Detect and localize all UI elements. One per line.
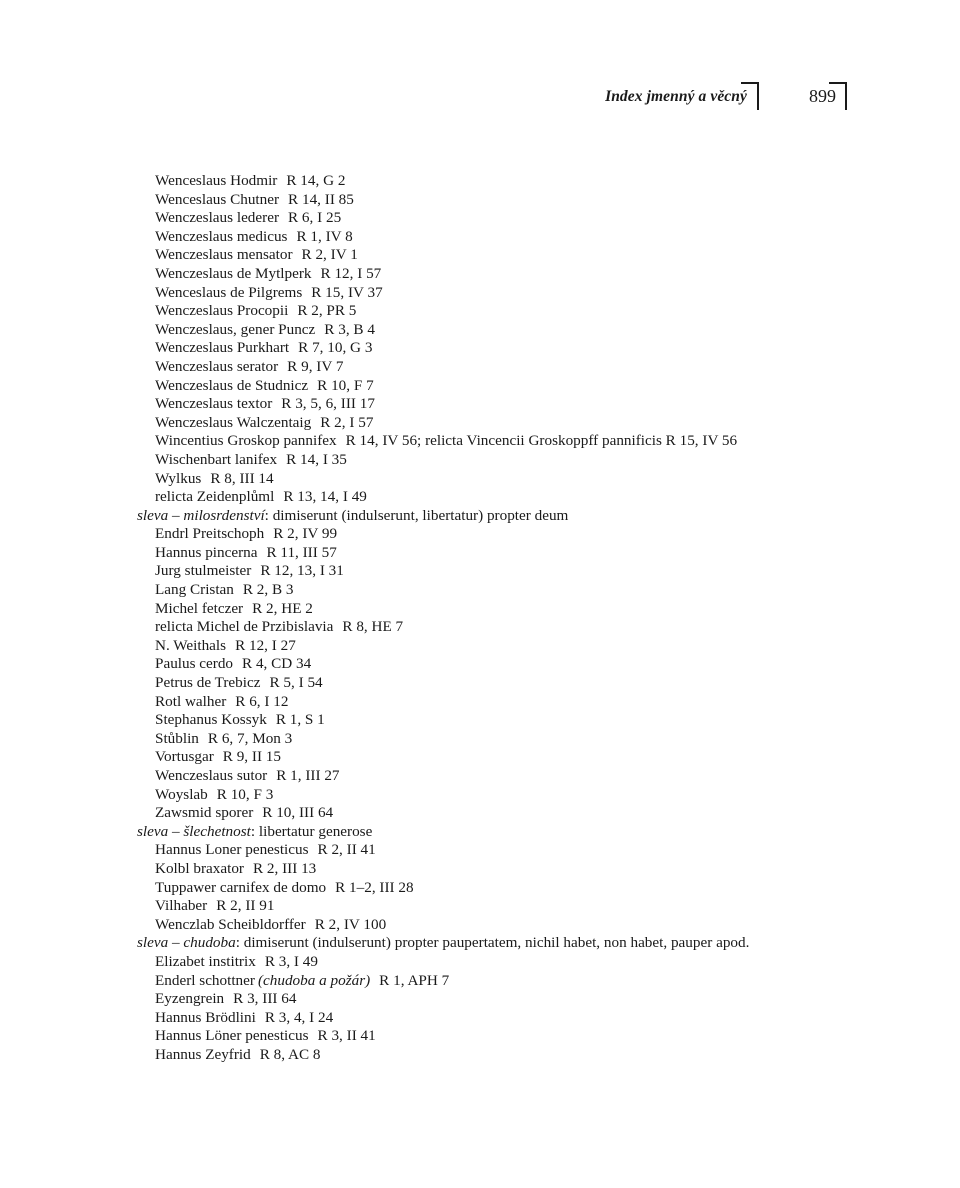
entry-name: Wenceslaus de Pilgrems [155,283,303,301]
entry-reference: R 2, III 13 [253,859,317,877]
index-entry [0,172,960,191]
index-entry [0,358,960,377]
index-entry [0,990,960,1009]
index-entry [0,804,960,823]
index-entry [0,841,960,860]
index-subheading [0,934,960,953]
entry-reference: R 10, III 64 [262,804,334,822]
entry-name: Michel fetczer [155,599,244,617]
entry-reference: R 8, AC 8 [259,1045,321,1063]
entry-note: (chudoba a požár) [257,971,371,989]
index-entry [0,786,960,805]
entry-name: Wenczeslaus Procopii [155,302,289,320]
index-entry [0,897,960,916]
entry-name: Stephanus Kossyk [155,711,267,729]
entry-name: Vilhaber [155,897,208,915]
entry-name: Eyzengrein [155,990,225,1008]
entry-name: Stůblin [155,729,199,747]
index-entry [0,246,960,265]
entry-name: Hannus Zeyfrid [155,1045,251,1063]
entry-reference: R 2, I 57 [320,413,374,431]
index-entry [0,377,960,396]
entry-reference: R 13, 14, I 49 [283,488,367,506]
entry-name: Wischenbart lanifex [155,450,278,468]
entry-name: Wylkus [155,469,202,487]
entry-name: Wenczeslaus Walczentaig [155,413,312,431]
index-entries [0,172,960,1065]
entry-name: Jurg stulmeister [155,562,252,580]
entry-name: Wenczeslaus sutor [155,767,268,784]
index-entry [0,525,960,544]
entry-name: Elizabet institrix [155,952,256,970]
index-entry [0,265,960,284]
entry-name: Rotl walher [155,692,227,710]
index-entry [0,953,960,972]
entry-reference: R 14, IV 56; relicta Vincencii Groskoppff pannificis R 15, IV 56 [345,432,738,450]
subheading-text: : libertatur generose [250,822,373,840]
entry-name: Wenczeslaus mensator [155,246,293,264]
entry-reference: R 4, CD 34 [242,655,312,673]
index-entry [0,228,960,247]
entry-name: Wenceslaus Hodmir [155,172,278,189]
subheading-text: : dimiserunt (indulserunt, libertatur) propter deum [264,506,569,524]
entry-reference: R 9, II 15 [222,748,281,766]
index-entry [0,339,960,358]
index-entry [0,581,960,600]
index-entry [0,637,960,656]
entry-name: Wincentius Groskop pannifex [155,432,337,450]
crop-mark [741,82,759,110]
entry-reference: R 12, I 57 [320,264,382,282]
entry-name: Wenczlab Scheibldorffer [155,915,306,933]
entry-reference: R 1, APH 7 [379,971,450,989]
index-entry [0,618,960,637]
entry-reference: R 10, F 3 [216,785,274,803]
subheading-term: sleva – milosrdenství [137,506,265,524]
entry-reference: R 3, I 49 [264,952,318,970]
entry-reference: R 14, G 2 [286,172,346,189]
entry-name: Enderl schottner [155,971,255,989]
entry-reference: R 2, II 91 [216,897,275,915]
index-entry [0,748,960,767]
entry-reference: R 8, III 14 [210,469,274,487]
entry-reference: R 1, III 27 [276,767,340,784]
entry-reference: R 10, F 7 [317,376,374,394]
entry-reference: R 14, I 35 [286,450,347,468]
entry-name: Wenczeslaus Purkhart [155,339,290,357]
entry-name: Wenczeslaus, gener Puncz [155,320,316,338]
index-entry [0,655,960,674]
entry-name: Vortusgar [155,748,214,766]
index-entry [0,562,960,581]
index-entry [0,488,960,507]
entry-reference: R 3, III 64 [233,990,297,1008]
entry-name: Endrl Preitschoph [155,525,265,543]
index-entry [0,395,960,414]
entry-name: Woyslab [155,785,208,803]
entry-name: Hannus Loner penesticus [155,841,309,859]
entry-reference: R 14, II 85 [288,190,354,208]
subheading-term: sleva – šlechetnost [137,822,251,840]
entry-name: Lang Cristan [155,581,234,599]
entry-reference: R 3, 5, 6, III 17 [281,395,375,413]
entry-name: Paulus cerdo [155,655,234,673]
entry-name: Wenczeslaus medicus [155,227,288,245]
index-entry [0,451,960,470]
entry-name: Kolbl braxator [155,859,244,877]
entry-reference: R 2, PR 5 [297,302,357,320]
entry-name: Petrus de Trebicz [155,674,261,692]
index-entry [0,209,960,228]
entry-reference: R 12, 13, I 31 [260,562,344,580]
entry-reference: R 9, IV 7 [287,357,344,375]
entry-reference: R 2, B 3 [242,581,294,599]
index-entry [0,1027,960,1046]
entry-name: Wenczeslaus de Mytlperk [155,264,312,282]
index-entry [0,284,960,303]
entry-name: Wenczeslaus lederer [155,209,279,227]
entry-reference: R 6, 7, Mon 3 [207,729,293,747]
entry-reference: R 3, 4, I 24 [264,1008,334,1026]
index-entry [0,302,960,321]
running-header [0,82,960,112]
entry-reference: R 11, III 57 [266,543,337,561]
entry-name: relicta Zeidenplůml [155,488,275,506]
running-head-title: Index jmenný a věcný [605,88,747,105]
index-entry [0,916,960,935]
subheading-term: sleva – chudoba [137,934,236,952]
entry-reference: R 3, II 41 [317,1027,376,1045]
entry-name: N. Weithals [155,636,227,654]
index-subheading [0,823,960,842]
index-entry [0,730,960,749]
subheading-text: : dimiserunt (indulserunt) propter paupertatem, nichil habet, non habet, pauper apod. [235,934,750,952]
entry-reference: R 1, IV 8 [296,227,353,245]
index-entry [0,470,960,489]
entry-reference: R 2, IV 100 [314,915,387,933]
entry-name: relicta Michel de Przibislavia [155,618,334,636]
index-entry [0,191,960,210]
page-number: 899 [809,86,836,106]
index-entry [0,860,960,879]
index-entry [0,414,960,433]
entry-reference: R 6, I 25 [288,209,342,227]
entry-name: Wenczeslaus serator [155,357,279,375]
index-entry [0,674,960,693]
entry-reference: R 1–2, III 28 [335,878,414,896]
entry-reference: R 2, IV 1 [301,246,358,264]
entry-name: Hannus pincerna [155,543,258,561]
index-entry [0,693,960,712]
index-entry [0,767,960,786]
index-subheading [0,507,960,526]
entry-name: Wenczeslaus de Studnicz [155,376,309,394]
entry-name: Wenczeslaus textor [155,395,273,413]
index-entry [0,711,960,730]
index-entry [0,1009,960,1028]
index-entry [0,879,960,898]
entry-reference: R 8, HE 7 [342,618,404,636]
entry-reference: R 15, IV 37 [311,283,383,301]
entry-name: Tuppawer carnifex de domo [155,878,327,896]
entry-reference: R 5, I 54 [269,674,323,692]
index-entry [0,432,960,451]
index-entry [0,321,960,340]
entry-reference: R 3, B 4 [324,320,375,338]
entry-reference: R 2, IV 99 [273,525,338,543]
entry-reference: R 1, S 1 [275,711,325,729]
entry-name: Hannus Brödlini [155,1008,256,1026]
entry-reference: R 12, I 27 [235,636,296,654]
index-entry [0,600,960,619]
index-entry [0,972,960,991]
index-entry [0,544,960,563]
entry-reference: R 2, HE 2 [252,599,313,617]
index-entry [0,1046,960,1065]
crop-mark [829,82,847,110]
entry-reference: R 6, I 12 [235,692,289,710]
entry-reference: R 2, II 41 [317,841,376,859]
entry-name: Wenceslaus Chutner [155,190,280,208]
entry-reference: R 7, 10, G 3 [298,339,373,357]
entry-name: Zawsmid sporer [155,804,254,822]
entry-name: Hannus Löner penesticus [155,1027,309,1045]
